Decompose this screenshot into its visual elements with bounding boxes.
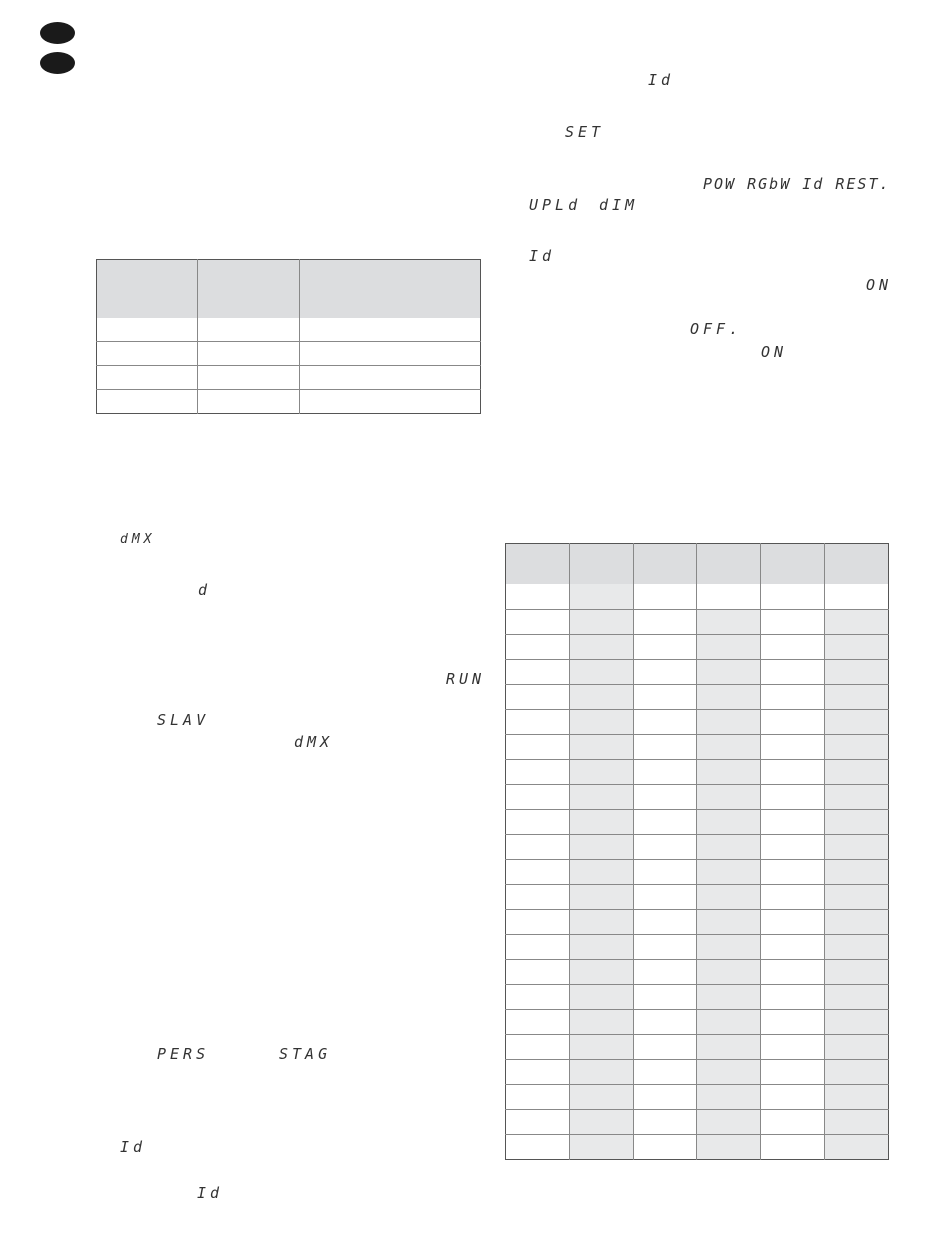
table-cell	[569, 960, 633, 985]
table-cell	[761, 760, 825, 785]
table-row	[506, 610, 889, 635]
table-header-cell	[569, 544, 633, 585]
table-row	[506, 1010, 889, 1035]
table-cell	[697, 810, 761, 835]
table-cell	[697, 1085, 761, 1110]
settings-table	[96, 259, 481, 414]
table-row	[97, 390, 481, 414]
table-row	[97, 318, 481, 342]
table-cell	[569, 710, 633, 735]
table-cell	[633, 1010, 697, 1035]
table-row	[506, 710, 889, 735]
table-cell	[569, 1035, 633, 1060]
table-row	[506, 960, 889, 985]
table-cell	[97, 318, 198, 342]
table-cell	[633, 735, 697, 760]
table-cell	[300, 390, 481, 414]
table-cell	[506, 610, 570, 635]
table-cell	[506, 910, 570, 935]
table-cell	[506, 584, 570, 610]
table-cell	[506, 885, 570, 910]
table-row	[97, 366, 481, 390]
table-cell	[569, 1110, 633, 1135]
table-cell	[569, 635, 633, 660]
table-cell	[569, 1060, 633, 1085]
table-cell	[506, 1060, 570, 1085]
lcd-code-id-4: Id	[197, 1184, 224, 1202]
language-marker-top	[40, 22, 75, 44]
table-cell	[633, 685, 697, 710]
table-cell	[569, 685, 633, 710]
table-cell	[569, 1085, 633, 1110]
table-cell	[825, 685, 889, 710]
table-cell	[825, 1035, 889, 1060]
table-cell	[506, 1135, 570, 1160]
table-cell	[633, 610, 697, 635]
table-row	[506, 935, 889, 960]
table-cell	[506, 735, 570, 760]
table-cell	[697, 860, 761, 885]
table-cell	[825, 785, 889, 810]
table-cell	[633, 785, 697, 810]
table-cell	[569, 910, 633, 935]
table-cell	[697, 785, 761, 810]
table-header-cell	[97, 260, 198, 319]
table-header-cell	[825, 544, 889, 585]
table-cell	[761, 960, 825, 985]
table-row	[506, 810, 889, 835]
table-cell	[697, 610, 761, 635]
table-cell	[697, 735, 761, 760]
table-cell	[300, 318, 481, 342]
table-cell	[825, 860, 889, 885]
lcd-code-dmx-1: dMX	[120, 532, 156, 547]
table-cell	[569, 835, 633, 860]
lcd-code-menu-line: POW RGbW Id REST.	[703, 175, 891, 193]
lcd-code-upld: UPLd	[529, 196, 582, 214]
table-cell	[506, 1035, 570, 1060]
table-row	[506, 1060, 889, 1085]
table-header-row	[97, 260, 481, 319]
table-cell	[825, 1135, 889, 1160]
table-cell	[506, 835, 570, 860]
table-cell	[761, 1060, 825, 1085]
table-cell	[697, 1135, 761, 1160]
table-cell	[761, 610, 825, 635]
table-cell	[697, 685, 761, 710]
table-cell	[633, 710, 697, 735]
table-cell	[198, 318, 300, 342]
lcd-code-off: OFF.	[690, 320, 743, 338]
table-cell	[761, 685, 825, 710]
table-cell	[506, 685, 570, 710]
table-header-cell	[761, 544, 825, 585]
table-cell	[198, 342, 300, 366]
table-cell	[633, 660, 697, 685]
table-cell	[569, 584, 633, 610]
table-cell	[697, 885, 761, 910]
lcd-code-slav: SLAV	[157, 711, 210, 729]
table-cell	[506, 935, 570, 960]
table-cell	[569, 735, 633, 760]
table-header-cell	[300, 260, 481, 319]
table-cell	[761, 885, 825, 910]
table-cell	[697, 985, 761, 1010]
table-cell	[633, 935, 697, 960]
table-cell	[697, 960, 761, 985]
table-cell	[633, 985, 697, 1010]
lcd-code-pers: PERS	[157, 1045, 210, 1063]
table-cell	[569, 1010, 633, 1035]
table-cell	[506, 1085, 570, 1110]
table-cell	[697, 635, 761, 660]
table-cell	[761, 860, 825, 885]
table-cell	[825, 910, 889, 935]
table-cell	[825, 935, 889, 960]
table-cell	[697, 1060, 761, 1085]
table-row	[506, 860, 889, 885]
table-cell	[633, 810, 697, 835]
table-cell	[633, 1110, 697, 1135]
table-cell	[697, 1035, 761, 1060]
table-cell	[761, 710, 825, 735]
table-cell	[633, 1135, 697, 1160]
table-cell	[825, 885, 889, 910]
lcd-code-dim: dIM	[599, 196, 639, 214]
table-cell	[825, 660, 889, 685]
lcd-code-stag: STAG	[279, 1045, 332, 1063]
table-row	[506, 760, 889, 785]
table-header-cell	[633, 544, 697, 585]
dmx-channel-table	[505, 543, 889, 1160]
table-row	[506, 1110, 889, 1135]
table-cell	[633, 910, 697, 935]
table-cell	[697, 760, 761, 785]
table-cell	[825, 1060, 889, 1085]
table-row	[506, 1135, 889, 1160]
table-cell	[761, 584, 825, 610]
table-cell	[506, 1010, 570, 1035]
table-row	[506, 885, 889, 910]
table-cell	[97, 390, 198, 414]
table-cell	[97, 342, 198, 366]
table-cell	[761, 1110, 825, 1135]
table-cell	[761, 935, 825, 960]
table-row	[506, 1035, 889, 1060]
table-cell	[633, 760, 697, 785]
table-cell	[569, 660, 633, 685]
lcd-code-id-2: Id	[529, 247, 556, 265]
table-cell	[506, 1110, 570, 1135]
table-cell	[569, 860, 633, 885]
table-cell	[825, 960, 889, 985]
table-cell	[825, 985, 889, 1010]
table-cell	[633, 860, 697, 885]
table-cell	[697, 1110, 761, 1135]
dmx-channel-table-body	[506, 584, 889, 1160]
table-cell	[825, 1085, 889, 1110]
table-cell	[506, 810, 570, 835]
table-cell	[697, 835, 761, 860]
table-cell	[569, 810, 633, 835]
table-row	[506, 735, 889, 760]
table-header-cell	[506, 544, 570, 585]
table-cell	[761, 1085, 825, 1110]
lcd-code-on-2: ON	[761, 343, 788, 361]
table-cell	[825, 610, 889, 635]
table-cell	[761, 835, 825, 860]
table-cell	[761, 1135, 825, 1160]
table-cell	[506, 710, 570, 735]
table-cell	[569, 985, 633, 1010]
table-cell	[825, 1110, 889, 1135]
table-row	[506, 1085, 889, 1110]
table-cell	[506, 660, 570, 685]
table-cell	[761, 1010, 825, 1035]
table-cell	[633, 1060, 697, 1085]
table-cell	[300, 366, 481, 390]
table-cell	[569, 1135, 633, 1160]
table-row	[506, 910, 889, 935]
table-cell	[506, 635, 570, 660]
table-cell	[569, 935, 633, 960]
table-cell	[697, 910, 761, 935]
lcd-code-run: RUN	[446, 670, 486, 688]
table-row	[506, 835, 889, 860]
table-cell	[506, 960, 570, 985]
table-cell	[300, 342, 481, 366]
table-cell	[569, 610, 633, 635]
table-cell	[825, 810, 889, 835]
table-cell	[761, 1035, 825, 1060]
lcd-code-dmx-2: dMX	[294, 733, 334, 751]
table-row	[506, 685, 889, 710]
table-cell	[569, 760, 633, 785]
lcd-code-set: SET	[565, 123, 605, 141]
table-cell	[825, 760, 889, 785]
table-cell	[633, 1035, 697, 1060]
table-cell	[506, 760, 570, 785]
table-cell	[633, 960, 697, 985]
table-cell	[825, 1010, 889, 1035]
table-cell	[633, 885, 697, 910]
language-marker-bottom	[40, 52, 75, 74]
table-row	[506, 985, 889, 1010]
table-cell	[761, 810, 825, 835]
table-cell	[633, 1085, 697, 1110]
table-cell	[506, 785, 570, 810]
table-row	[97, 342, 481, 366]
table-header-cell	[198, 260, 300, 319]
table-cell	[697, 710, 761, 735]
table-cell	[198, 366, 300, 390]
table-header-row	[506, 544, 889, 585]
table-cell	[633, 635, 697, 660]
table-cell	[825, 635, 889, 660]
table-cell	[825, 710, 889, 735]
table-row	[506, 584, 889, 610]
table-cell	[825, 584, 889, 610]
table-cell	[697, 584, 761, 610]
table-cell	[761, 660, 825, 685]
table-cell	[633, 584, 697, 610]
table-header-cell	[697, 544, 761, 585]
table-row	[506, 785, 889, 810]
table-cell	[506, 860, 570, 885]
table-cell	[761, 635, 825, 660]
table-cell	[761, 910, 825, 935]
table-cell	[697, 935, 761, 960]
lcd-code-id-top: Id	[648, 71, 675, 89]
table-cell	[569, 785, 633, 810]
table-cell	[761, 785, 825, 810]
table-cell	[506, 985, 570, 1010]
table-cell	[697, 1010, 761, 1035]
table-row	[506, 635, 889, 660]
table-cell	[825, 835, 889, 860]
table-cell	[198, 390, 300, 414]
table-row	[506, 660, 889, 685]
table-cell	[697, 660, 761, 685]
table-cell	[97, 366, 198, 390]
table-cell	[569, 885, 633, 910]
table-cell	[761, 985, 825, 1010]
lcd-code-on-1: ON	[866, 276, 893, 294]
table-cell	[633, 835, 697, 860]
lcd-code-d: d	[198, 581, 212, 599]
table-cell	[761, 735, 825, 760]
table-cell	[825, 735, 889, 760]
lcd-code-id-3: Id	[120, 1138, 147, 1156]
